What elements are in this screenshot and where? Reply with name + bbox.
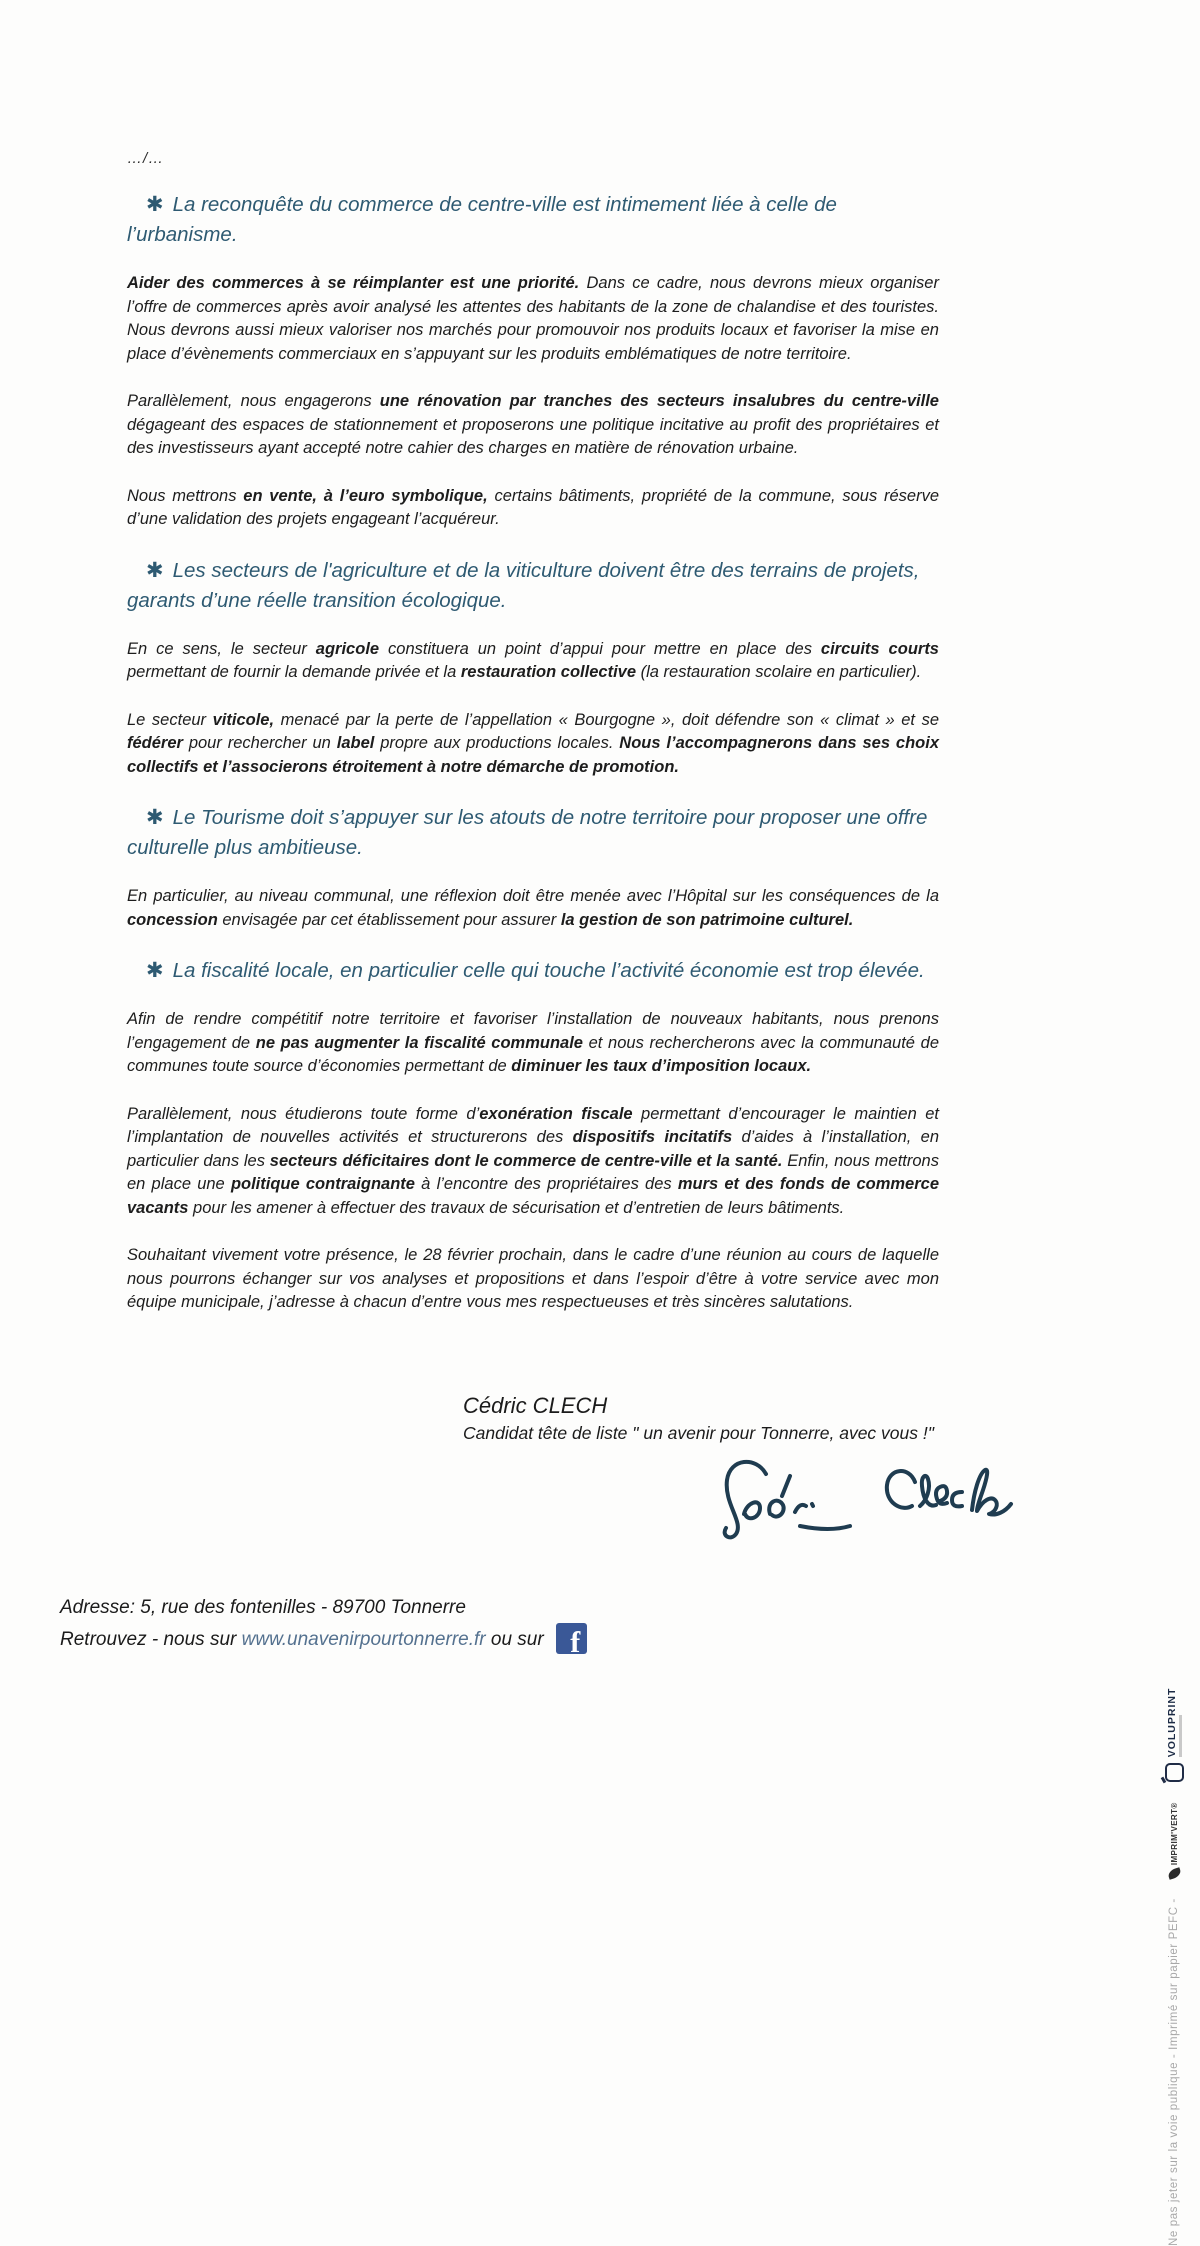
continuation-mark: …/…	[127, 150, 165, 167]
heading-text: Le Tourisme doit s’appuyer sur les atouts de notre territoire pour proposer une offre culturelle plus ambitieuse.	[127, 806, 928, 859]
asterisk-icon: ✱	[146, 193, 164, 216]
voluprint-subtext	[1179, 1715, 1182, 1757]
asterisk-icon: ✱	[146, 558, 164, 582]
heading-text: La fiscalité locale, en particulier celle qui touche l’activité économie est trop élevée.	[172, 959, 925, 982]
section-heading-commerce	[127, 190, 939, 250]
website-link[interactable]: www.unavenirpourtonnerre.fr	[241, 1629, 486, 1650]
letter-body	[127, 150, 939, 1339]
signer-role: Candidat tête de liste " un avenir pour Tonnerre, avec vous !"	[463, 1423, 934, 1443]
imprim-vert-label: IMPRIM'VERT®	[1169, 1802, 1179, 1866]
section-heading-fiscalite	[127, 956, 939, 986]
paragraph-fiscalite-1: Afin de rendre compétitif notre territoire et favoriser l’installation de nouveaux habitants, nous prenons l’engagement de ne pas augmenter la fiscalité communale et nous rechercherons avec la communauté de communes toute source d’économies permettant de diminuer les taux d’imposition locaux.	[127, 1010, 939, 1075]
leaf-icon	[1166, 1867, 1181, 1880]
section-heading-agriculture	[127, 556, 939, 616]
imprim-vert-logo	[1168, 1802, 1181, 1878]
facebook-icon[interactable]: f	[556, 1623, 587, 1654]
footer-social-prefix: Retrouvez - nous sur	[60, 1629, 242, 1650]
paragraph-salutations: Souhaitant vivement votre présence, le 28 février prochain, dans le cadre d’une réunion au cours de laquelle nous pourrons échanger sur vos analyses et propositions et dans l’espoir d’être à votre service avec mon équipe municipale, j’adresse à chacun d’entre vous mes respectueuses et très sincères salutations.	[127, 1246, 939, 1311]
heading-text: Les secteurs de l'agriculture et de la viticulture doivent être des terrains de projets, garants d’une réelle transition écologique.	[127, 558, 920, 612]
paragraph-renovation: Parallèlement, nous engagerons une rénovation par tranches des secteurs insalubres du centre-ville dégageant des espaces de stationnement et proposerons une politique incitative au profit des propriétaires et des investisseurs ayant accepté notre cahier des charges en matière de rénovation urbaine.	[127, 392, 939, 457]
asterisk-icon: ✱	[146, 959, 164, 982]
footer-social-line	[60, 1623, 587, 1655]
paragraph-viticole: Le secteur viticole, menacé par la perte de l’appellation « Bourgogne », doit défendre son « climat » et se fédérer pour rechercher un label propre aux productions locales. Nous l’accompagnerons dans ses choix collectifs et l’associerons étroitement à notre démarche de promotion.	[127, 710, 940, 776]
signature-handwriting	[700, 1448, 1020, 1548]
voluprint-logo	[1165, 1688, 1184, 1783]
footer-address: Adresse: 5, rue des fontenilles - 89700 Tonnerre	[60, 1597, 466, 1618]
paragraph-exoneration: Parallèlement, nous étudierons toute forme d’exonération fiscale permettant d’encourager le maintien et l’implantation de nouvelles activités et structurerons des dispositifs incitatifs d’aides à l’installation, en particulier dans les secteurs déficitaires dont le commerce de centre-ville et la santé. Enfin, nous mettrons en place une politique contraignante à l’encontre des propriétaires des murs et des fonds de commerce vacants pour les amener à effectuer des travaux de sécurisation et d’entretien de leurs bâtiments.	[127, 1104, 940, 1217]
heading-text: La reconquête du commerce de centre-ville est intimement liée à celle de l’urbanisme.	[127, 193, 837, 246]
paragraph-agricole: En ce sens, le secteur agricole constituera un point d’appui pour mettre en place des circuits courts permettant de fournir la demande privée et la restauration collective (la restauration scolaire en particulier).	[127, 639, 939, 681]
printer-stamp-icon	[1165, 1763, 1184, 1782]
print-credits-strip	[1154, 1686, 1194, 2246]
disposal-notice: Ne pas jeter sur la voie publique - Imprimé sur papier PEFC -	[1168, 1898, 1180, 2246]
paragraph-hopital: En particulier, au niveau communal, une réflexion doit être menée avec l’Hôpital sur les conséquences de la concession envisagée par cet établissement pour assurer la gestion de son patrimoine culturel.	[127, 887, 939, 929]
voluprint-label: VOLUPRINT	[1165, 1687, 1178, 1758]
asterisk-icon: ✱	[146, 806, 164, 829]
footer-social-suffix: ou sur	[485, 1629, 544, 1650]
signer-name: Cédric CLECH	[463, 1393, 608, 1418]
paragraph-commerce-1: Aider des commerces à se réimplanter est une priorité. Dans ce cadre, nous devrons mieux organiser l’offre de commerces après avoir analysé les attentes des habitants de la zone de chalandise et des touristes. Nous devrons aussi mieux valoriser nos marchés pour promouvoir nos produits locaux et favoriser la mise en place d’évènements commerciaux en s’appuyant sur les produits emblématiques de notre territoire.	[127, 274, 939, 363]
paragraph-euro-symbolique: Nous mettrons en vente, à l’euro symbolique, certains bâtiments, propriété de la commune, sous réserve d’une validation des projets engageant l’acquéreur.	[127, 486, 939, 528]
signature-block	[463, 1392, 934, 1446]
footer	[60, 1593, 587, 1655]
section-heading-tourisme	[127, 803, 939, 863]
